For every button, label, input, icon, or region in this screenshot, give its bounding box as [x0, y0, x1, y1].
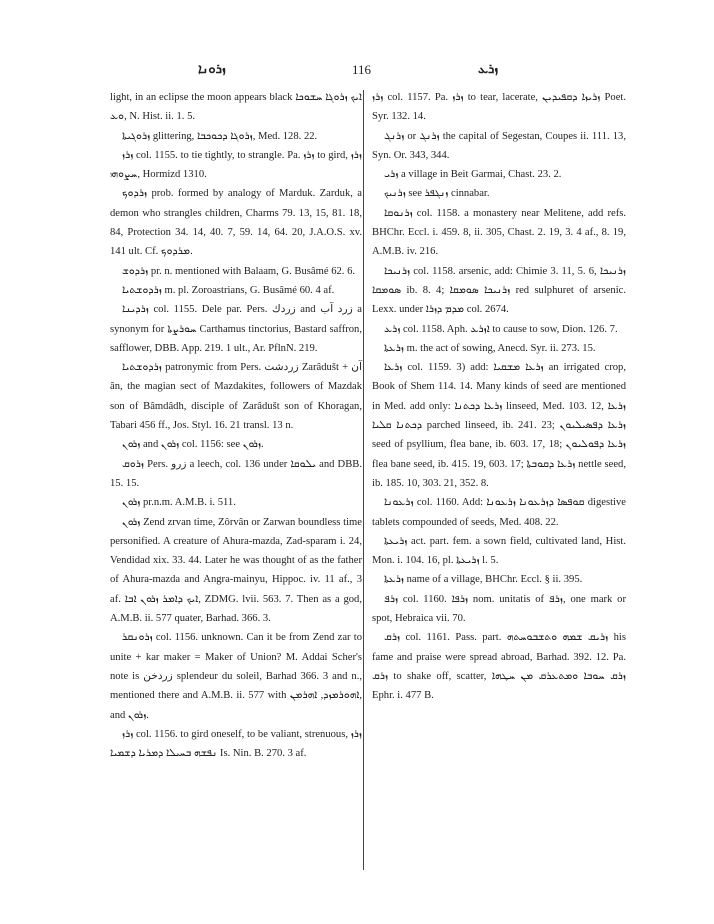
- entry-cause-to-sow: ܙܪܥ col. 1158. Aph. ܐܙܪܥ to cause to sow, Dion. 126. 7.: [384, 323, 618, 335]
- entry-zarduk: ܙܪܕܘܟ prob. formed by analogy of Marduk. Zarduk, a demon who strangles children, Charms 79. 13, 15, 81. 18, 84, Protection 34. 14, 40. 7, 59. 14, 64. 20, J.A.O.S. xv. 141 ult. Cf. ܡܪܕܘܟ.: [110, 188, 362, 258]
- entry-zardush: ܙܪܕܘܫ pr. n. mentioned with Balaam, G. Busâmé 62. 6.: [122, 265, 356, 277]
- page-number: 116: [352, 62, 372, 77]
- entry-fame-spread: ܙܪܩ col. 1161. Pass. part. ܙܪܝܩ ܫܡܗ ܘܬܫܒܘܚܬܗ his fame and praise were spread abroad, Barhad. 392. 12. Pa. ܙܪܩ to shake off, scatter, ܙܪܩ ܚܘܒܐ ܘܡܬܥܪܩ ܡܢ ܚܛܗܐ Ephr. i. 477 B.: [372, 632, 626, 702]
- entry-cinnabar: ܙܪܢܝܟ see ܙܢܓܦܪ cinnabar.: [384, 188, 490, 200]
- entry-prnm: ܙܪܘܢ pr.n.m. A.M.B. i. 511.: [122, 497, 236, 509]
- right-column: [372, 88, 626, 706]
- running-head-left: ܙܪܘܢܐ: [198, 62, 226, 77]
- running-head-right: ܙܪܥ: [478, 62, 499, 77]
- entry-seeds: ܙܪܥܐ col. 1159. 3) add: ܙܪܥܐ ܡܫܩܝܐ an irrigated crop, Book of Shem 114. 14. Many kinds of seed are mentioned in Med. add only: ܙܪܥܐ ܕܟܬܢܐ linseed, Med. 103. 12, ܙܪܥܐ ܕܟܬܢܐ ܩܠܝܐ parched linseed, ib. 241. 23; ܙܪܥܐ ܕܦܣܝܠܝܘܢ seed of psyllium, flea bane, ib. 603. 17, 18; ܙܪܥܐ ܕܦܘܠܝܘܢ flea bane seed, ib. 415. 19, 603. 17; ܙܪܥܐ ܕܩܘܒܬܐ nettle seed, ib. 185. 10, 303. 21, 352. 8.: [372, 362, 626, 489]
- entry-zarwan-see: ܙܪܘܢ and ܙܪܘܢ col. 1156: see ܙܪܘܢ.: [122, 439, 264, 451]
- entry-zarwanqar: ܙܪܘܢܩܪ col. 1156. unknown. Can it be from Zend zar to unite + kar maker = Maker of Union? M. Addai Scher's note is زردخن splendeur du soleil, Barhad 366. 3 and n., mentioned there and A.M.B. ii. 577 with ܐܗܘܪܡܙܕ, ܐܗܪܡܢ, and ܙܪܘܢ.: [110, 632, 363, 721]
- entry-zardina: ܙܪܕܝܢܐ col. 1155. Dele par. Pers. زردك and زرد آب a synonym for ܚܘܪܨܬܐ Carthamus tinctorius, Bastard saffron, safflower, DBB. App. 219. 1 ult., Ar. PflnN. 219.: [110, 304, 363, 354]
- entry-light-eclipse: light, in an eclipse the moon appears black ܐܝܟ ܙܪܘܓܐ ܚܫܘܟܐ ܘܥ, N. Hist. ii. 1. 5.: [110, 92, 362, 123]
- entry-spot: ܙܪܦ col. 1160. ܙܪܦܐ nom. unitatis of ܙܪܦ, one mark or spot, Hebraica vii. 70.: [372, 593, 627, 625]
- entry-to-gird: ܙܪܙ col. 1156. to gird oneself, to be valiant, strenuous, ܙܪܙ ܢܦܫܗ ܒܚܝܠܐ ܕܡܪܝܐ ܕܫܡܝܐ Is. Nin. B. 270. 3 af.: [110, 728, 362, 760]
- entry-monastery: ܙܪܢܘܩܐ col. 1158. a monastery near Melitene, add refs. BHChr. Eccl. i. 459. 8, ii. 305, Chast. 2. 19, 3. 4 af., 8. 19, A.M.B. iv. 216.: [372, 207, 626, 258]
- entry-village: ܙܪܥܬܐ name of a village, BHChr. Eccl. § ii. 395.: [384, 574, 583, 586]
- entry-zoroastrians: ܙܪܕܘܫܬܝܐ m. pl. Zoroastrians, G. Busâmé 60. 4 af.: [122, 284, 335, 296]
- entry-arsenic: ܙܪܢܝܟܐ col. 1158. arsenic, add: Chimie 3. 11, 5. 6, ܙܪܢܝܟܐ ܣܘܡܩܐ ib. 8. 4; ܙܪܢܝܟܐ ܣܘܡܩܐ red sulphuret of arsenic. Lexx. under ܡܕܡ ܕܙܪܐ col. 2674.: [372, 265, 626, 316]
- entry-to-tear: ܙܪܙ col. 1157. Pa. ܙܪܙ to tear, lacerate, ܙܪܝܙܐ ܕܩܦܝܕܝܢ Poet. Syr. 132. 14.: [372, 92, 627, 123]
- entry-sown-field: ܙܪܝܥܬܐ act. part. fem. a sown field, cultivated land, Hist. Mon. i. 104. 16, pl. ܙܪܝܥܬܐ l. 5.: [372, 535, 626, 567]
- entry-zrvan: ܙܪܘܢ Zend zrvan time, Zôrvân or Zarwan boundless time personified. A creature of Ahura-mazda, Zad-sparam i. 24, Vendidad xix. 33. 44. Later he was thought of as the father of Ahura-mazda and Angra-mainyu, Hippoc. iv. 11 af., 3 af. ܐܝܟ ܕܐܡܪ ܙܪܘܢ ܐܒܐ, ZDMG. lvii. 563. 7. Then as a god, A.M.B. ii. 577 quater, Barhad. 366. 3.: [110, 516, 362, 625]
- entry-leech: ܙܪܘܩ Pers. زرو a leech, col. 136 under ܝܠܘܩܐ and DBB. 15. 15.: [110, 458, 362, 489]
- entry-zarraz: ܙܪܙ col. 1155. to tie tightly, to strangle. Pa. ܙܪܙ to gird, ܙܪܙ ܚܨܘܗܝ, Hormizd 1310.: [110, 149, 362, 181]
- entry-beit-garmai: ܙܪܝ a village in Beit Garmai, Chast. 23. 2.: [384, 169, 562, 181]
- entry-segestan: ܙܪܢܓ or ܙܪܢܓ the capital of Segestan, Coupes ii. 111. 13, Syn. Or. 343, 344.: [372, 130, 626, 161]
- left-column: [110, 88, 362, 763]
- column-divider: [363, 90, 364, 870]
- entry-zaradushtaye: ܙܪܕܘܫܬܝܐ patronymic from Pers. زردشت Zarâdušt + آن ân, the magian sect of Mazdakites, followers of Mazdak son of Bâmdâdh, disciple of Zarâdušt son of Khoragan, Tabari 456 ff., Jos. Styl. 16. 21 transl. 13 n.: [110, 362, 363, 432]
- entry-zaruqita: ܙܪܘܓܝܬܐ glittering, ܙܪܘܓܐ ܕܟܘܟܒܐ, Med. 128. 22.: [122, 130, 318, 142]
- entry-act-of-sowing: ܙܪܥܬܐ m. the act of sowing, Anecd. Syr. ii. 273. 15.: [384, 342, 596, 354]
- entry-digestive-tablets: ܙܪܥܘܢܐ col. 1160. Add: ܩܘܦܣܐ ܕܙܪܥܘܢܐ ܙܪܥܘܢܐ digestive tablets compounded of seeds, Med. 408. 22.: [372, 497, 626, 528]
